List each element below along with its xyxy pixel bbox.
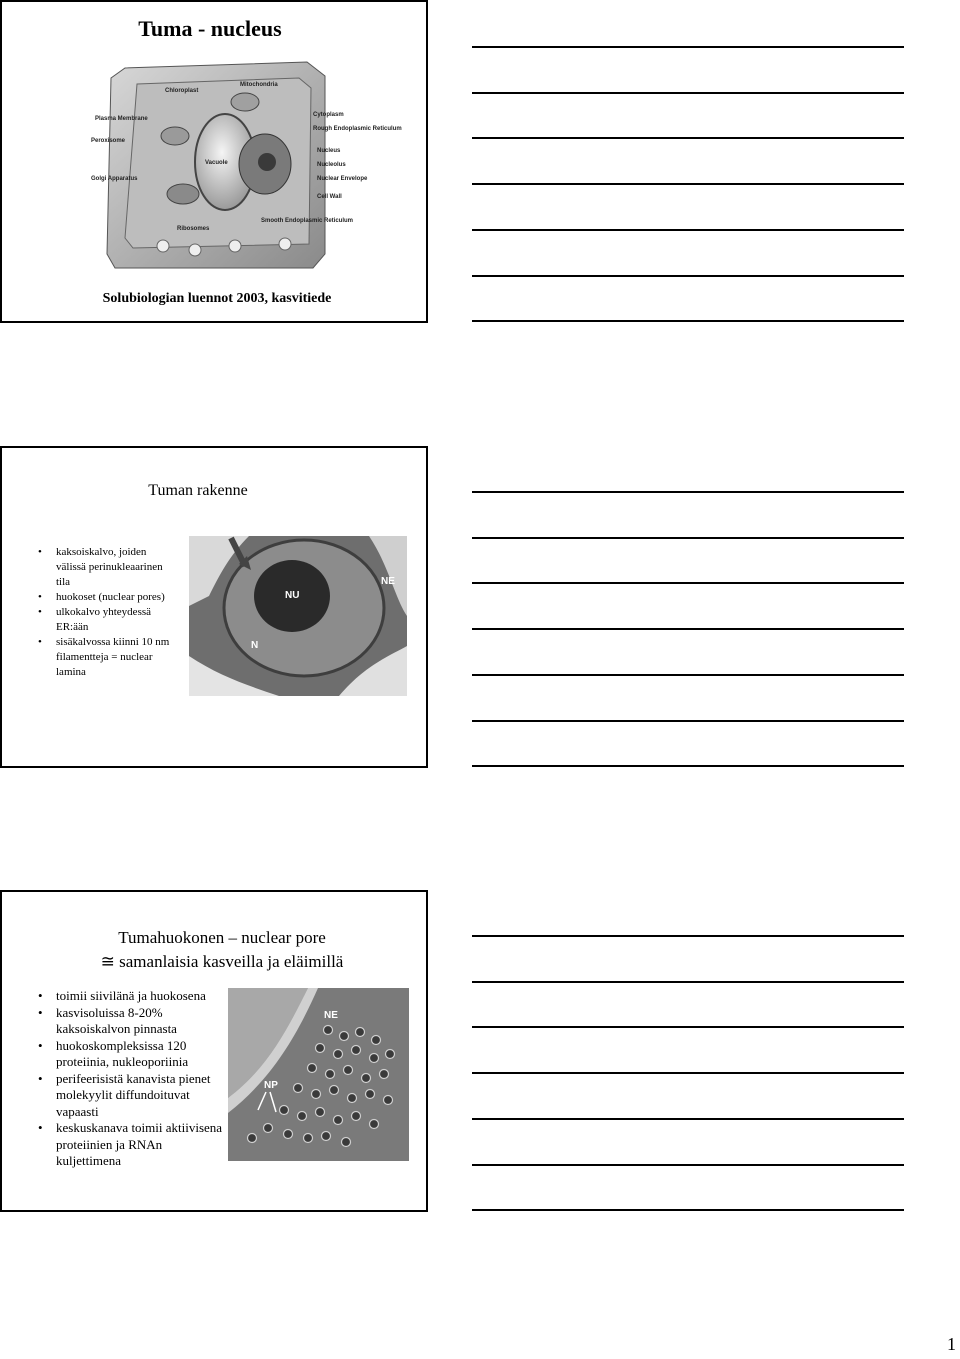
note-line (472, 1164, 904, 1166)
nuclear-pore (352, 1046, 361, 1055)
label-peroxisome: Peroxisome (91, 138, 126, 144)
nuclear-pore (366, 1090, 375, 1099)
page-number: 1 (947, 1334, 956, 1354)
nuclear-pore (334, 1050, 343, 1059)
bullet-item: • huokoskompleksissa 120 proteiinia, nukleoporiinia (34, 1038, 224, 1071)
nuclear-pore-micrograph (228, 988, 409, 1161)
bullet-item: • sisäkalvossa kiinni 10 nm filamentteja = nuclear lamina (34, 635, 174, 680)
label-golgi: Golgi Apparatus (91, 176, 138, 182)
label-n: N (251, 640, 259, 651)
nuclear-pore (308, 1064, 317, 1073)
bullet-item: • toimii siivilänä ja huokosena (34, 988, 224, 1005)
nuclear-pore (380, 1070, 389, 1079)
nuclear-pore (312, 1090, 321, 1099)
label-nucleus: Nucleus (317, 148, 341, 154)
label-ne: NE (324, 1010, 338, 1021)
note-line (472, 1072, 904, 1074)
nuclear-pore (344, 1066, 353, 1075)
slide-3-title-line-1: Tumahuokonen – nuclear pore (118, 928, 326, 947)
note-line (472, 537, 904, 539)
label-ribosomes: Ribosomes (177, 226, 210, 232)
note-line (472, 46, 904, 48)
note-line (472, 183, 904, 185)
plant-cell-diagram (85, 54, 402, 276)
nuclear-pore (362, 1074, 371, 1083)
note-line (472, 320, 904, 322)
slide-2 (0, 446, 428, 768)
note-line (472, 720, 904, 722)
nuclear-pore (326, 1070, 335, 1079)
notes-area-1 (472, 46, 904, 326)
nuclear-pore (248, 1134, 257, 1143)
nuclear-pore (340, 1032, 349, 1041)
note-line (472, 1209, 904, 1211)
slide-3-bullets (34, 988, 224, 1170)
label-nucleolus: Nucleolus (317, 162, 346, 168)
nuclear-pore (264, 1124, 273, 1133)
bullet-item: • kasvisoluissa 8-20% kaksoiskalvon pinnasta (34, 1005, 224, 1038)
label-nu: NU (285, 590, 300, 601)
slide-1-title: Tuma - nucleus (138, 16, 282, 41)
bullet-item: • ulkokalvo yhteydessä ER:ään (34, 605, 174, 635)
note-line (472, 628, 904, 630)
nuclear-pore (316, 1044, 325, 1053)
note-line (472, 765, 904, 767)
slide-2-bullets (34, 545, 174, 680)
notes-area-3 (472, 935, 904, 1215)
label-np: NP (264, 1080, 278, 1091)
nuclear-pore (316, 1108, 325, 1117)
nuclear-pore (386, 1050, 395, 1059)
nuclear-pore (342, 1138, 351, 1147)
slide-1 (0, 0, 428, 323)
note-line (472, 981, 904, 983)
note-line (472, 92, 904, 94)
note-line (472, 582, 904, 584)
slide-2-title: Tuman rakenne (148, 482, 248, 499)
nuclear-pore (322, 1132, 331, 1141)
nuclear-pore (324, 1026, 333, 1035)
note-line (472, 1026, 904, 1028)
nuclear-pore (370, 1054, 379, 1063)
notes-area-2 (472, 491, 904, 771)
bullet-item: • perifeerisistä kanavista pienet molekyylit diffundoituvat vapaasti (34, 1071, 224, 1121)
label-rough-er: Rough Endoplasmic Reticulum (313, 126, 402, 132)
note-line (472, 229, 904, 231)
nucleus-micrograph (189, 536, 407, 696)
nuclear-pore (304, 1134, 313, 1143)
nuclear-pore (298, 1112, 307, 1121)
nuclear-pore (284, 1130, 293, 1139)
nuclear-pore (356, 1028, 365, 1037)
label-nuclear-envelope: Nuclear Envelope (317, 176, 368, 182)
nuclear-pore (294, 1084, 303, 1093)
slide-3-title (2, 926, 442, 974)
label-chloroplast: Chloroplast (165, 88, 199, 94)
label-cytoplasm: Cytoplasm (313, 112, 344, 118)
label-smooth-er: Smooth Endoplasmic Reticulum (261, 218, 354, 224)
bullet-item: • keskuskanava toimii aktiivisena proteiinien ja RNAn kuljettimena (34, 1120, 224, 1170)
note-line (472, 275, 904, 277)
nuclear-pore (330, 1086, 339, 1095)
note-line (472, 491, 904, 493)
nuclear-pore (348, 1094, 357, 1103)
note-line (472, 935, 904, 937)
slide-1-caption: Solubiologian luennot 2003, kasvitiede (102, 291, 332, 306)
note-line (472, 1118, 904, 1120)
nuclear-pore (280, 1106, 289, 1115)
label-ne: NE (381, 576, 395, 587)
label-plasma-membrane: Plasma Membrane (95, 116, 148, 122)
label-cell-wall: Cell Wall (317, 194, 342, 200)
nuclear-pore (370, 1120, 379, 1129)
slide-3 (0, 890, 428, 1212)
nuclear-pore (334, 1116, 343, 1125)
bullet-item: • kaksoiskalvo, joiden välissä perinukleaarinen tila (34, 545, 174, 590)
note-line (472, 137, 904, 139)
bullet-item: • huokoset (nuclear pores) (34, 590, 174, 605)
nuclear-pore (352, 1112, 361, 1121)
label-vacuole: Vacuole (205, 160, 228, 166)
label-mitochondria: Mitochondria (240, 82, 278, 88)
slide-3-title-line-2: ≅ samanlaisia kasveilla ja eläimillä (100, 952, 344, 971)
nuclear-pore (372, 1036, 381, 1045)
nuclear-pore (384, 1096, 393, 1105)
note-line (472, 674, 904, 676)
